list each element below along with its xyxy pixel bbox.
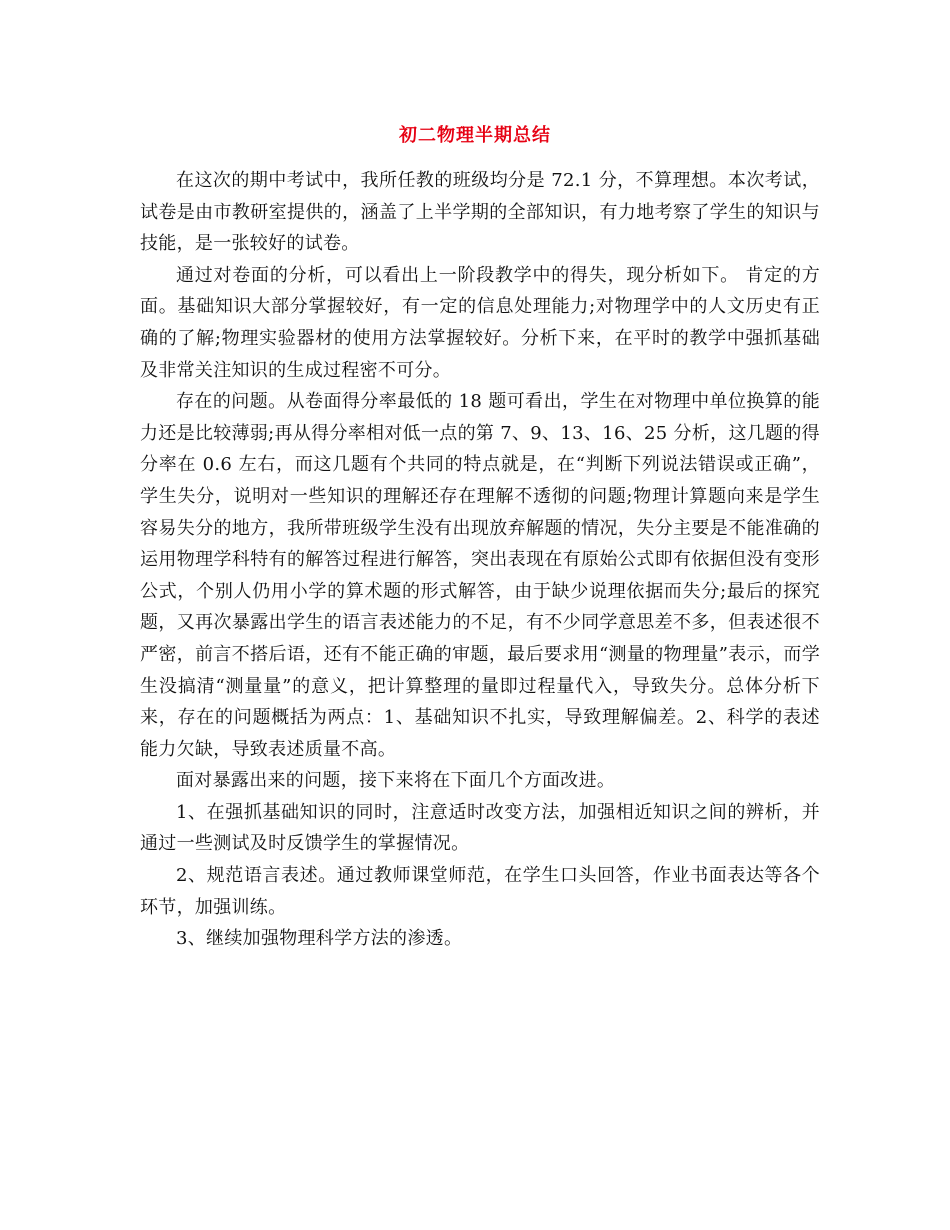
paragraph-improvement-2: 2、规范语言表述。通过教师课堂师范，在学生口头回答，作业书面表达等各个环节，加强训练。 <box>140 865 820 918</box>
paragraph-improvement-3: 3、继续加强物理科学方法的渗透。 <box>176 928 463 950</box>
paragraph-exam-overview: 在这次的期中考试中，我所任教的班级均分是 72.1 分，不算理想。本次考试，试卷是由市教研室提供的，涵盖了上半学期的全部知识，有力地考察了学生的知识与技能，是一张较好的试卷。 <box>140 170 820 255</box>
paragraph-problems: 存在的问题。从卷面得分率最低的 18 题可看出，学生在对物理中单位换算的能力还是比较薄弱;再从得分率相对低一点的第 7、9、13、16、25 分析，这几题的得分率在 0.6 左右，而这几题有个共同的特点就是，在“判断下列说法错误或正确”，学生失分，说明对一些知识的理解还存在理解不透彻的问题;物理计算题向来是学生容易失分的地方，我所带班级学生没有出现放弃解题的情况，失分主要是不能准确的运用物理学科特有的解答过程进行解答，突出表现在有原始公式即有依据但没有变形公式，个别人仍用小学的算术题的形式解答，由于缺少说理依据而失分;最后的探究题，又再次暴露出学生的语言表述能力的不足，有不少同学意思差不多，但表述很不严密，前言不搭后语，还有不能正确的审题，最后要求用“测量的物理量”表示，而学生没搞清“测量量”的意义，把计算整理的量即过程量代入，导致失分。总体分析下来，存在的问题概括为两点：1、基础知识不扎实，导致理解偏差。2、科学的表述能力欠缺，导致表述质量不高。 <box>140 391 820 760</box>
document-body <box>140 165 820 955</box>
paragraph-improvement-intro: 面对暴露出来的问题，接下来将在下面几个方面改进。 <box>176 770 616 792</box>
paragraph-strengths: 通过对卷面的分析，可以看出上一阶段教学中的得失，现分析如下。 肯定的方面。基础知识大部分掌握较好，有一定的信息处理能力;对物理学中的人文历史有正确的了解;物理实验器材的使用方法掌握较好。分析下来，在平时的教学中强抓基础及非常关注知识的生成过程密不可分。 <box>140 264 820 381</box>
paragraph-improvement-1: 1、在强抓基础知识的同时，注意适时改变方法，加强相近知识之间的辨析，并通过一些测试及时反馈学生的掌握情况。 <box>140 801 820 855</box>
document-title: 初二物理半期总结 <box>399 125 551 146</box>
